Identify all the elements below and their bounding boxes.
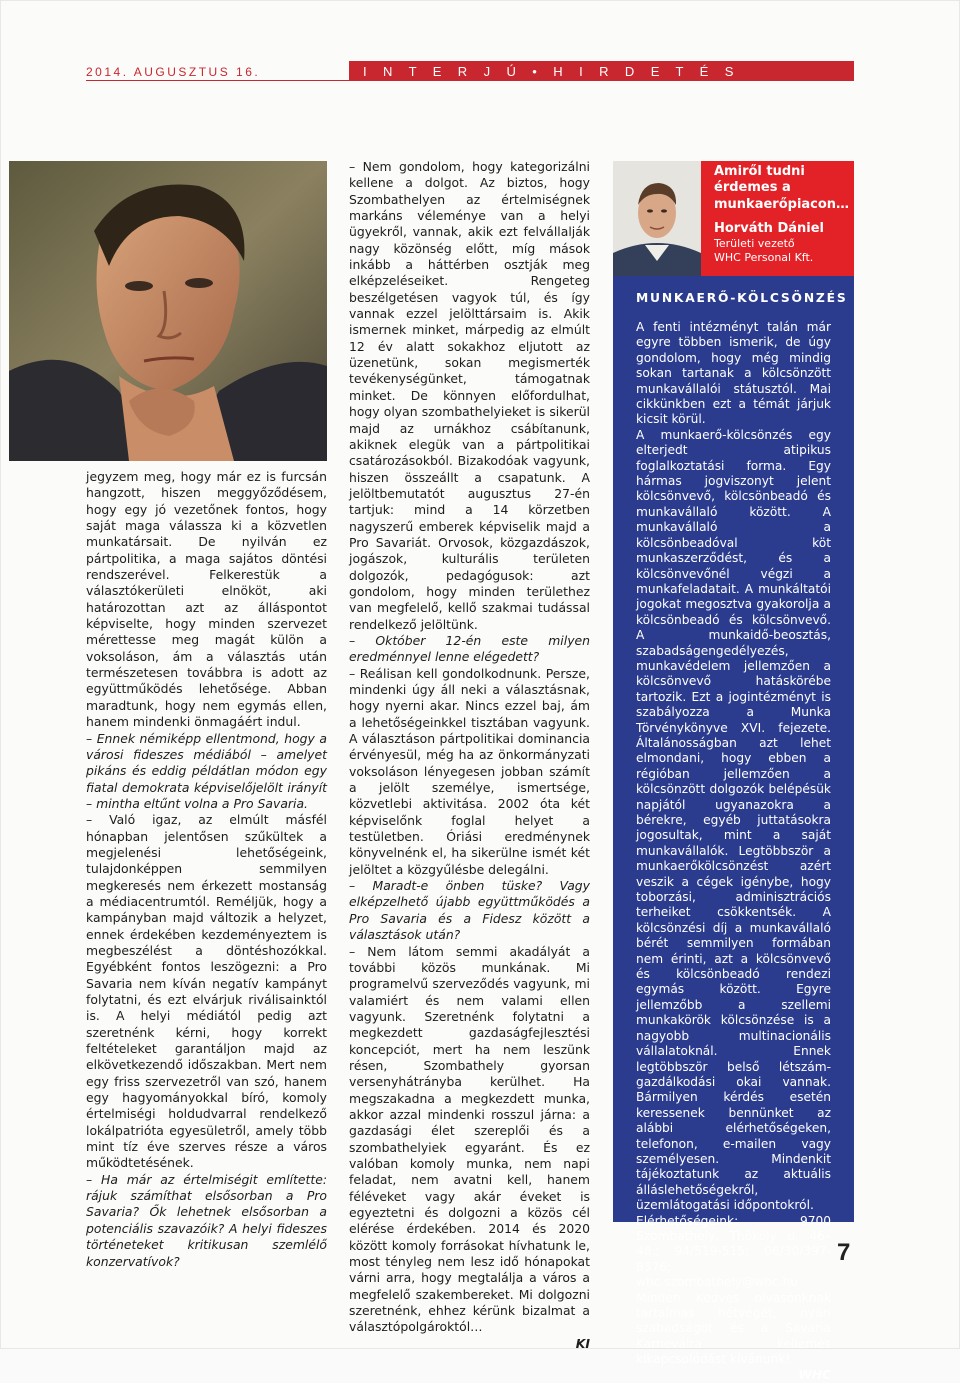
article-column-middle bbox=[349, 159, 590, 1352]
consultant-portrait-image bbox=[613, 161, 701, 276]
section-banner: I N T E R J Ú • H I R D E T É S bbox=[349, 61, 854, 81]
interviewee-photo bbox=[9, 161, 327, 461]
interview-question: – Október 12-én este milyen eredménnyel lenne elégedett? bbox=[349, 632, 590, 665]
advertorial-signature: WHC bbox=[798, 1367, 831, 1382]
consultant-photo bbox=[613, 161, 701, 276]
article-paragraph: – Nem gondolom, hogy kategorizálni kellene a dolgot. Az biztos, hogy Szombathelyen az értelmiségnek markáns véleménye van a helyi ügyekről, vannak, akik ezt felvállalják nagy közönség előtt, míg mások inkább a háttérben osztják meg elképzeléseiket. Rengeteg beszélgetésen vagyok túl, és így vannak ezzel jelölttársaim is. Akik ismernek minket, márpedig az elmúlt 12 év alatt sokakhoz eljutott az üzenetünk, sokan megismerték tevékenységünket, támogatnak minket. De könnyen előfordulhat, hogy olyan szombathelyieket is sikerül majd az urnákhoz csábítanunk, akiknek elegük van a pártpolitikai csatározásokból. Bizakodóak vagyunk, hiszen összeállt a csapatunk. A jelöltbemutatót augusztus 27-én tartjuk: mind a 14 körzetben nagyszerű emberek képviselik majd a Pro Savariát. Orvosok, közgazdászok, jogászok, kulturális területen dolgozók, pedagógusok: azt gondolom, hogy minden területhez van megfelelő, kellő szakmai tudással rendelkező jelöltünk. bbox=[349, 159, 590, 632]
advertorial-intro-box bbox=[701, 161, 854, 276]
advertorial-paragraph: A munkaerő-kölcsönzés egy elterjedt atipikus foglalkoztatási forma. Egy hármas jogviszonyt jelent kölcsönvevő, kölcsönbeadó és munkavállaló között. A munkavállaló a kölcsönbeadóval köt munkaszerződést, és a kölcsönvevőnél végzi a munkafeladatait. A munkáltatói jogokat megosztva gyakorolja a kölcsönbeadó és kölcsönvevő. A munkaidő-beosztás, szabadságengedélyezés, munkavédelem jellemzően a kölcsönvevő hatáskörébe tartozik. Ezt a jogintézményt is szabályozza a Munka Törvénykönyve XVI. fejezete. Általánosságban azt lehet elmondani, hogy ebben a régióban jellemzően a kölcsönzött dolgozók belépésük napjától ugyanazokra a bérekre, egyéb juttatásokra jogosultak, mint a saját munkavállalók. Legtöbbször a munkaerőkölcsönzést azért veszik a cégek igénybe, hogy toborzási, adminisztrációs terheiket csökkentsék. A kölcsönzési díj a munkavállaló bérét semmilyen formában nem érinti, azt a kölcsönvevő és kölcsönbeadó rendezi egymás között. Egyre jellemzőbb a szellemi munkakörök kölcsönzése is a nagyobb multinacionális vállalatoknál. Ennek legtöbbször belső létszám-gazdálkodási okai vannak. Bármilyen kérdés esetén keressenek bennünket az alábbi elérhetőségeken, telefonon, e-mailen vagy személyesen. Mindenkit tájékoztatunk az aktuális álláslehetőségekről, üzemlátogatási időpontokról. bbox=[636, 427, 831, 1213]
advertorial-body bbox=[613, 276, 854, 1382]
article-paragraph: jegyzem meg, hogy már ez is furcsán hangzott, hiszen meggyőződésem, hogy egy jó vezetőnek fontos, hogy saját maga válassza ki a közvetlen munkatársait. De nyilván ez pártpolitika, a maga sajátos döntési rendszerével. Felkerestük a választókerületi elnököt, aki határozottan azt az álláspontot képviselte, hogy minden szervezet mérettesse meg magát külön a voksoláson, ám a választás után természetesen továbbra is adott az együttműködés lehetősége. Abban maradtunk, hogy nem egymás ellen, hanem mindenki önmagáért indul. bbox=[86, 469, 327, 730]
advertorial-closing: Minden Kedves olvasónknak tartalmas hétvégét, nyári szabadságot és a Savaria Karneválra kellemes kikapcsolódást kívánunk! bbox=[636, 1290, 831, 1367]
advertorial-paragraph: A fenti intézményt talán már egyre többen ismerik, de úgy gondolom, hogy még mindig sokan tartanak a kölcsönzött munkavállalói státusztól. Mai cikkünkben ezt a témát járjuk kicsit körül. bbox=[636, 320, 831, 427]
advertorial-text bbox=[636, 320, 831, 1383]
consultant-name: Horváth Dániel bbox=[714, 221, 825, 237]
interview-question: – Ennek némiképp ellentmond, hogy a városi fideszes médiából – amelyet pikáns és eddig példátlan módon egy fiatal demokrata képviselőjelölt irányít – mintha eltűnt volna a Pro Savaria. bbox=[86, 730, 327, 811]
article-column-left bbox=[86, 469, 327, 1270]
interview-question: – Ha már az értelmiségit említette: rájuk számíthat elsősorban a Pro Savaria? Ők lehetnek elsősorban a potenciális szavazóik? A helyi fideszes történeteket kritikusan szemlélő konzervatívok? bbox=[86, 1171, 327, 1269]
advertorial-header bbox=[613, 161, 854, 276]
consultant-role: Területi vezető bbox=[714, 237, 795, 251]
issue-date: 2014. AUGUSZTUS 16. bbox=[86, 65, 261, 79]
consultant-company: WHC Personal Kft. bbox=[714, 251, 814, 265]
interview-question: – Maradt-e önben tüske? Vagy elképzelhető újabb együttműködés a Pro Savaria és a Fidesz között a választások után? bbox=[349, 878, 590, 943]
advertorial-contact: Elérhetőségeink: 9700 Szombathely, Thököly u. 46–48.; 94/519-515; 06/30/397-8376; whc.szombathely@whc.hu bbox=[636, 1213, 831, 1290]
interviewee-portrait-image bbox=[9, 161, 327, 461]
advertorial-title: Amiről tudni érdemes a munkaerőpiacon… bbox=[714, 164, 850, 212]
advertorial-heading: MUNKAERŐ-KÖLCSÖNZÉS bbox=[636, 291, 848, 305]
author-signature: KI bbox=[575, 1335, 590, 1351]
page-number: 7 bbox=[837, 1239, 851, 1266]
article-paragraph: – Való igaz, az elmúlt másfél hónapban jelentősen szűkültek a megjelenési lehetőségeink, tulajdonképpen semmilyen megkeresés nem érkezett mostanság a médiacentrumtól. Reméljük, hogy a kampányban majd változik a helyzet, ennek érdekében kezdeményeztem is megbeszélést a döntéshozókkal. Egyébként fontos leszögezni: a Pro Savaria nem kíván negatív kampányt folytatni, és ezt elvárjuk riválisainktól is. A helyi médiától pedig azt szeretnénk kérni, hogy korrekt feltételeket garantáljon majd az elkövetkezendő időszakban. Mert nem egy friss szervezetről van szó, hanem egy hagyományokkal bíró, komoly értelmiségi holdudvarral rendelkező lokálpatrióta egyesületről, amely több mint tíz éve szerves része a város működtetésének. bbox=[86, 812, 327, 1171]
article-paragraph: – Reálisan kell gondolkodnunk. Persze, mindenki úgy áll neki a választásnak, hogy nyerni akar. Nincs ezzel baj, ám a lehetőségeinkkel tisztában vagyunk. A választáson pártpolitikai dominancia érvényesül, még ha az önkormányzati voksoláson lényegesen jobban számít a jelölt személye, ismertsége, közvetlebi aktivitása. 2002 óta két képviselőnk foglal helyet a testületben. Óriási eredménynek könyvelnénk el, ha sikerülne ismét két jelöltet a közgyűlésbe delegálni. bbox=[349, 665, 590, 877]
article-paragraph: – Nem látom semmi akadályát a további közös munkának. Mi programelvű szerveződés vagyunk, mi valamiért és nem valami ellen vagyunk. Szeretnénk folytatni a megkezdett gazdaságfejlesztési koncepciót, mert ha nem leszünk résen, Szombathely gyorsan versenyhátrányba kerülhet. Ha megszakadna a megkezdett munka, akkor azzal mindenki rosszul járna: a gazdasági élet szereplői és a szombathelyiek egyaránt. És ez valóban komoly munka, nem napi feladat, nem avatni kell, hanem féléveket vagy akár éveket is egyeztetni és dolgozni a közös cél elérése érdekében. 2014 és 2020 között komoly forrásokat hívhatunk le, most tényleg nem lesz idő hónapokat várni arra, hogy megtalálja a város a megfelelő szakembereket. Mi dolgozni szeretnénk, ehhez kérünk bizalmat a választópolgároktól… bbox=[349, 943, 590, 1335]
